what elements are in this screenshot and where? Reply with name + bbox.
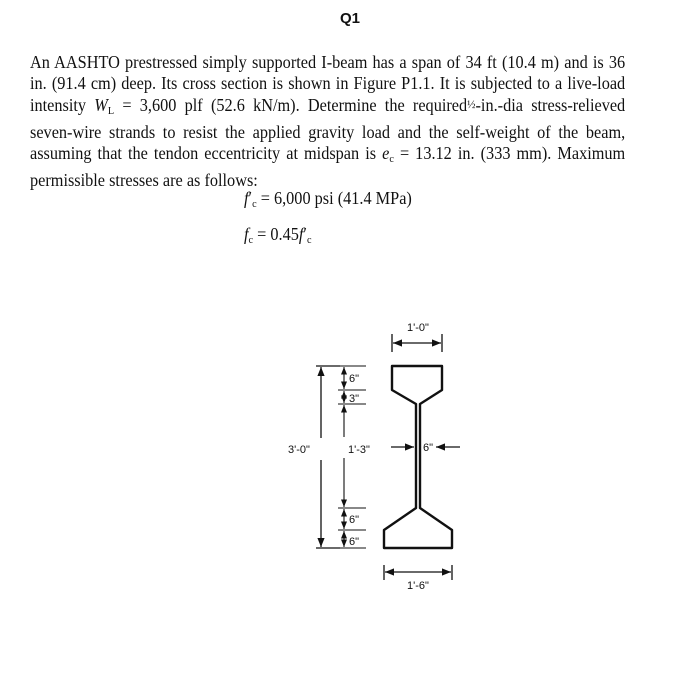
bottom-flange-thickness-label: 6": [349, 536, 360, 548]
equation-allowable-stress: $f_c = 0.45f'_c$: [244, 224, 312, 246]
eccentricity-subscript: c: [389, 153, 394, 165]
web-width-label: 6": [423, 442, 434, 454]
web-height-label: 1'-3": [348, 444, 370, 456]
problem-text-2: = 3,600 plf (52.6 kN/m). Determine the required: [114, 95, 468, 115]
top-width-label: 1'-0": [407, 322, 429, 334]
eccentricity-symbol: e: [382, 143, 390, 163]
problem-text-4: = 13.12 in. (333 mm). Maximum permissible stresses are as follows:: [30, 143, 626, 190]
eq2-factor: = 0.45: [253, 224, 299, 244]
live-load-symbol: W: [94, 95, 108, 115]
question-heading: Q1: [339, 10, 360, 27]
live-load-subscript: L: [107, 105, 115, 117]
problem-text-1: An AASHTO prestressed simply supported I-beam has a span of 34 ft (10.4 m) and is 36 in. (91.4 cm) deep. Its cross section is shown in Figure P1.1. It is subjected to a live-load intensity: [30, 52, 626, 115]
eq2-rhs-symbol: f: [298, 224, 304, 244]
eq2-symbol: f: [244, 224, 249, 244]
problem-text-3: -in.-dia stress-relieved seven-wire strands to resist the applied gravity load and the self-weight of the beam, assuming that the tendon eccentricity at midspan is: [30, 95, 626, 163]
top-haunch-label: 3": [349, 393, 360, 405]
eq2-rhs-subscript: c: [306, 234, 312, 246]
eq1-symbol: f: [244, 188, 249, 208]
strand-diameter-fraction: ½: [467, 97, 476, 111]
eq1-subscript: c: [252, 198, 257, 210]
bottom-haunch-label: 6": [349, 514, 360, 526]
top-flange-thickness-label: 6": [349, 373, 360, 385]
total-depth-label: 3'-0": [288, 444, 310, 456]
i-beam-outline: [384, 366, 452, 548]
bottom-width-label: 1'-6": [407, 580, 429, 592]
eq1-value: = 6,000 psi (41.4 MPa): [256, 188, 412, 208]
eq2-subscript: c: [248, 234, 254, 246]
equation-concrete-strength: $f'_c = 6,000$ psi (41.4 MPa): [244, 188, 412, 210]
